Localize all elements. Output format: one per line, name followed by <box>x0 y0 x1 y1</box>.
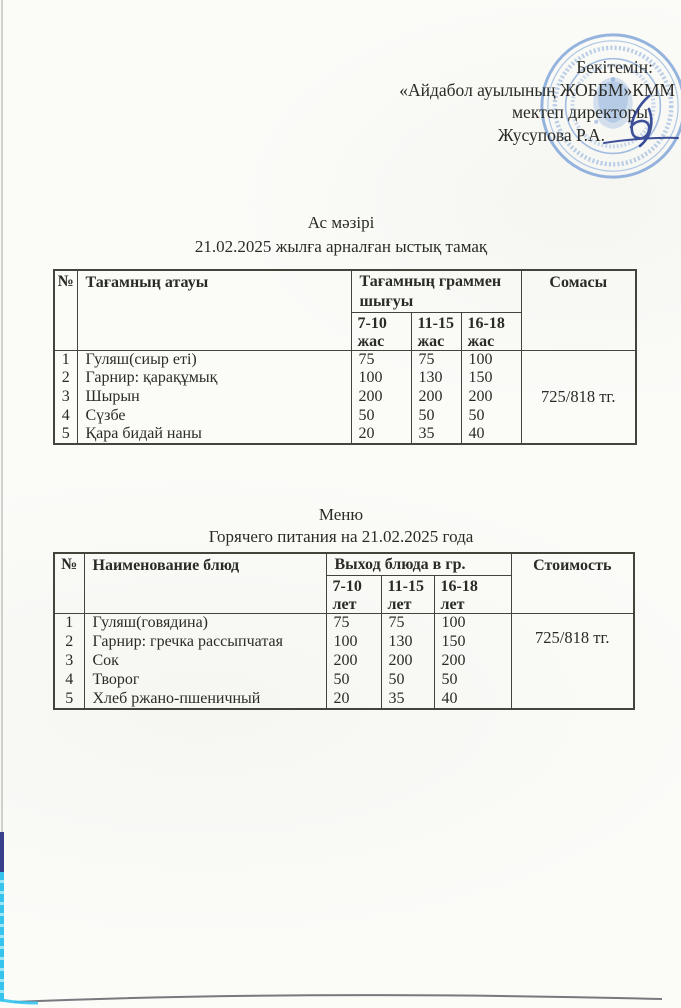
scan-page-edge <box>1 0 3 840</box>
portion-age3-cell: 50 <box>461 406 521 425</box>
header-number: № <box>54 270 77 351</box>
header-age2 <box>411 313 461 351</box>
header-age3 <box>461 313 521 351</box>
portion-age3-cell: 40 <box>461 425 521 444</box>
portion-age1-cell: 200 <box>326 652 381 671</box>
table-header-row <box>54 270 636 313</box>
ru-menu-title: Меню <box>318 505 364 524</box>
portion-age3-cell: 100 <box>461 351 521 370</box>
table-header-row <box>54 553 634 576</box>
age-unit: жас <box>417 332 445 350</box>
portion-age2-cell: 50 <box>381 671 434 690</box>
ru-menu-subtitle: Горячего питания на 21.02.2025 года <box>208 526 474 546</box>
approval-line: мектеп директоры <box>511 102 648 122</box>
scan-edge-navy-mark <box>0 832 4 872</box>
age-range: 11-15 <box>417 315 454 332</box>
dish-name-cell: Хлеб ржано-пшеничный <box>84 690 326 709</box>
director-signature <box>592 92 681 150</box>
portion-age1-cell: 20 <box>326 690 381 709</box>
portion-age2-cell: 35 <box>381 690 434 709</box>
portion-age3-cell: 200 <box>461 388 521 407</box>
kk-menu-subtitle: 21.02.2025 жылға арналған ыстық тамақ <box>194 237 488 256</box>
portion-age3-cell: 150 <box>434 633 511 652</box>
dish-name-cell: Гарнир: қарақұмық <box>77 369 351 388</box>
portion-age1-cell: 50 <box>326 671 381 690</box>
portion-age1-cell: 50 <box>351 406 411 425</box>
row-number-cell: 5 <box>54 690 84 709</box>
row-number-cell: 4 <box>54 406 77 425</box>
kk-menu-title: Ас мәзірі <box>307 213 375 232</box>
portion-age2-cell: 130 <box>411 369 461 388</box>
row-number-cell: 5 <box>54 425 77 444</box>
approval-line: «Айдабол ауылының ЖОББМ»КММ <box>399 79 675 100</box>
header-dish-name: Наименование блюд <box>84 553 326 614</box>
total-cost-cell: 725/818 тг. <box>511 614 634 709</box>
header-number: № <box>54 553 84 614</box>
row-number-cell: 3 <box>54 652 84 671</box>
row-number-cell: 2 <box>54 633 84 652</box>
kk-menu-title-block <box>36 213 646 257</box>
header-age2 <box>381 576 434 614</box>
dish-name-cell: Творог <box>84 671 326 690</box>
dish-name-cell: Шырын <box>77 388 351 407</box>
header-dish-name: Тағамның атауы <box>77 270 351 351</box>
table-row <box>54 351 636 370</box>
header-age3 <box>434 576 511 614</box>
header-portion-group: Тағамның граммен шығуы <box>351 270 521 313</box>
age-range: 7-10 <box>332 578 362 595</box>
portion-age3-cell: 40 <box>434 690 511 709</box>
portion-age2-cell: 75 <box>381 614 434 633</box>
age-range: 11-15 <box>387 578 424 595</box>
age-range: 16-18 <box>440 578 478 595</box>
portion-age1-cell: 200 <box>351 388 411 407</box>
header-age1 <box>351 313 411 351</box>
portion-age2-cell: 35 <box>411 425 461 444</box>
portion-age1-cell: 100 <box>351 369 411 388</box>
portion-age3-cell: 50 <box>434 671 511 690</box>
kk-menu-table <box>53 269 637 445</box>
scan-edge-cyan-strip <box>0 872 4 1002</box>
portion-age1-cell: 75 <box>351 351 411 370</box>
age-unit: лет <box>332 595 357 613</box>
portion-age2-cell: 75 <box>411 351 461 370</box>
age-unit: лет <box>387 595 412 613</box>
row-number-cell: 1 <box>54 614 84 633</box>
approval-line: Жусупова Р.А. <box>497 124 605 145</box>
dish-name-cell: Сок <box>84 652 326 671</box>
dish-name-cell: Сүзбе <box>77 406 351 425</box>
table-row <box>54 614 634 633</box>
portion-age1-cell: 20 <box>351 425 411 444</box>
row-number-cell: 4 <box>54 671 84 690</box>
portion-age3-cell: 150 <box>461 369 521 388</box>
age-unit: лет <box>440 595 465 613</box>
header-sum: Сомасы <box>521 270 636 351</box>
header-portion-group: Выход блюда в гр. <box>326 553 511 576</box>
dish-name-cell: Гарнир: гречка рассыпчатая <box>84 633 326 652</box>
total-cost-cell: 725/818 тг. <box>521 351 636 444</box>
row-number-cell: 2 <box>54 369 77 388</box>
age-range: 7-10 <box>357 315 387 332</box>
portion-age1-cell: 75 <box>326 614 381 633</box>
dish-name-cell: Гуляш(сиыр еті) <box>77 351 351 370</box>
age-unit: жас <box>357 332 385 350</box>
ru-menu-title-block <box>36 504 646 547</box>
portion-age3-cell: 100 <box>434 614 511 633</box>
header-age1 <box>326 576 381 614</box>
portion-age1-cell: 100 <box>326 633 381 652</box>
ru-menu-table <box>53 552 635 710</box>
age-range: 16-18 <box>467 315 505 332</box>
portion-age2-cell: 200 <box>411 388 461 407</box>
age-unit: жас <box>467 332 495 350</box>
row-number-cell: 3 <box>54 388 77 407</box>
header-sum: Стоимость <box>511 553 634 614</box>
approval-line: Бекітемін: <box>576 57 653 77</box>
portion-age2-cell: 200 <box>381 652 434 671</box>
row-number-cell: 1 <box>54 351 77 370</box>
dish-name-cell: Гуляш(говядина) <box>84 614 326 633</box>
portion-age3-cell: 200 <box>434 652 511 671</box>
portion-age2-cell: 130 <box>381 633 434 652</box>
portion-age2-cell: 50 <box>411 406 461 425</box>
dish-name-cell: Қара бидай наны <box>77 425 351 444</box>
